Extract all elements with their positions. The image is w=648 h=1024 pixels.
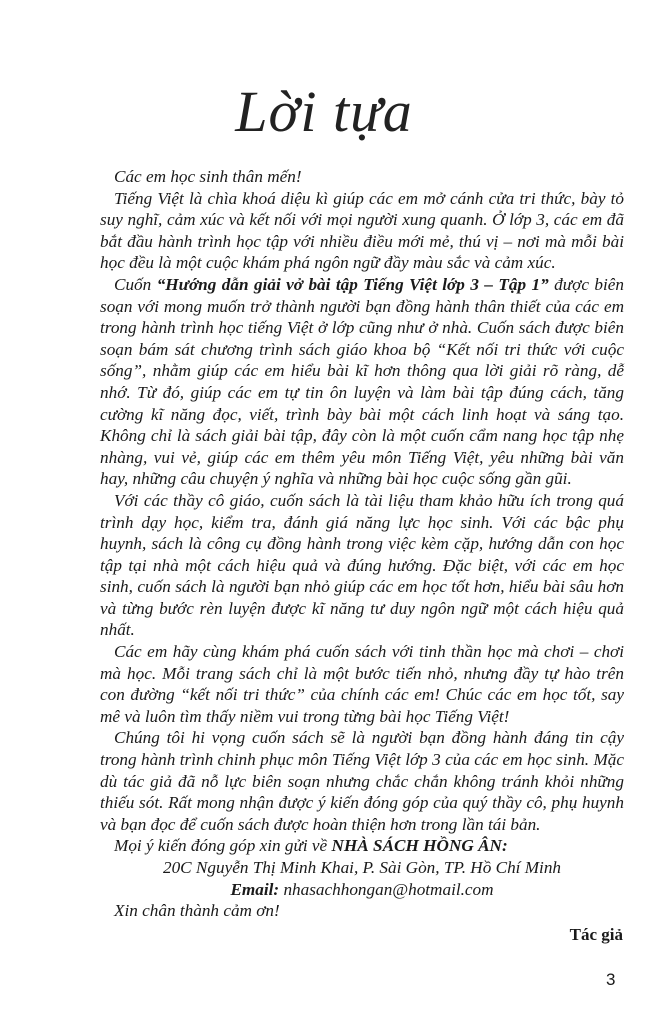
paragraph-2-post: được biên soạn với mong muốn trở thành người bạn đồng hành thân thiết của các em trong hành trình học tiếng Việt ở lớp cũng như ở nhà. Cuốn sách được biên soạn bám sát chương trình sách giáo khoa bộ “Kết nối tri thức với cuộc sống”, nhằm giúp các em hiểu bài kĩ hơn thông qua lời giải rõ ràng, dễ nhớ. Từ đó, giúp các em tự tin ôn luyện và làm bài tập đúng cách, tăng cường kĩ năng đọc, viết, trình bày bài một cách linh hoạt và sáng tạo. Không chỉ là sách giải bài tập, đây còn là một cuốn cẩm nang học tập nhẹ nhàng, vui vẻ, giúp các em thêm yêu môn Tiếng Việt, yêu những bài văn hay, những câu chuyện ý nghĩa và những bài học cuộc sống gần gũi. [100,274,624,489]
paragraph-2-pre: Cuốn [114,274,157,294]
contact-intro [100,835,624,857]
book-title: “Hướng dẫn giải vở bài tập Tiếng Việt lớp 3 – Tập 1” [156,274,549,294]
paragraph-2 [100,274,624,490]
contact-address: 20C Nguyễn Thị Minh Khai, P. Sài Gòn, TP. Hồ Chí Minh [162,858,562,877]
greeting: Các em học sinh thân mến! [114,167,302,186]
publisher-name: NHÀ SÁCH HỒNG ÂN: [331,836,508,856]
signature: Tác giả [569,925,623,944]
page-number: 3 [606,970,616,989]
preface-body [100,166,624,922]
email-label: Email: [230,879,280,899]
contact-intro-text: Mọi ý kiến đóng góp xin gửi về [114,836,332,856]
paragraph-3: Với các thầy cô giáo, cuốn sách là tài liệu tham khảo hữu ích trong quá trình dạy học, kiểm tra, đánh giá năng lực học sinh. Với các bậc phụ huynh, sách là công cụ đồng hành trong việc kèm cặp, hướng dẫn con học tập tại nhà một cách hiệu quả và đúng hướng. Đặc biệt, với các em học sinh, cuốn sách là người bạn nhỏ giúp các em học tốt hơn, hiểu bài sâu hơn và từng bước rèn luyện được kĩ năng tư duy ngôn ngữ một cách hiệu quả nhất. [100,490,624,640]
contact-email [100,879,624,901]
page-title: Lời tựa [235,79,413,144]
paragraph-1: Tiếng Việt là chìa khoá diệu kì giúp các em mở cánh cửa tri thức, bày tỏ suy nghĩ, cảm xúc và kết nối với mọi người xung quanh. Ở lớp 3, các em đã bắt đầu hành trình học tập với nhiều điều mới mẻ, thú vị – nơi mà mỗi bài học đều là một cuộc khám phá ngôn ngữ đầy màu sắc và cảm xúc. [100,188,624,273]
email-address: nhasachhongan@hotmail.com [279,879,494,899]
paragraph-4: Các em hãy cùng khám phá cuốn sách với tinh thần học mà chơi – chơi mà học. Mỗi trang sách chỉ là một bước tiến nhỏ, nhưng đầy tự hào trên con đường “kết nối tri thức” của chính các em! Chúc các em học tốt, say mê và luôn tìm thấy niềm vui trong từng bài học Tiếng Việt! [100,642,624,726]
closing: Xin chân thành cảm ơn! [114,901,280,921]
paragraph-5: Chúng tôi hi vọng cuốn sách sẽ là người bạn đồng hành đáng tin cậy trong hành trình chinh phục môn Tiếng Việt lớp 3 của các em học sinh. Mặc dù tác giả đã nỗ lực biên soạn nhưng chắc chắn không tránh khỏi những thiếu sót. Rất mong nhận được ý kiến đóng góp của quý thầy cô, phụ huynh và bạn đọc để cuốn sách được hoàn thiện hơn trong lần tái bản. [100,728,624,834]
